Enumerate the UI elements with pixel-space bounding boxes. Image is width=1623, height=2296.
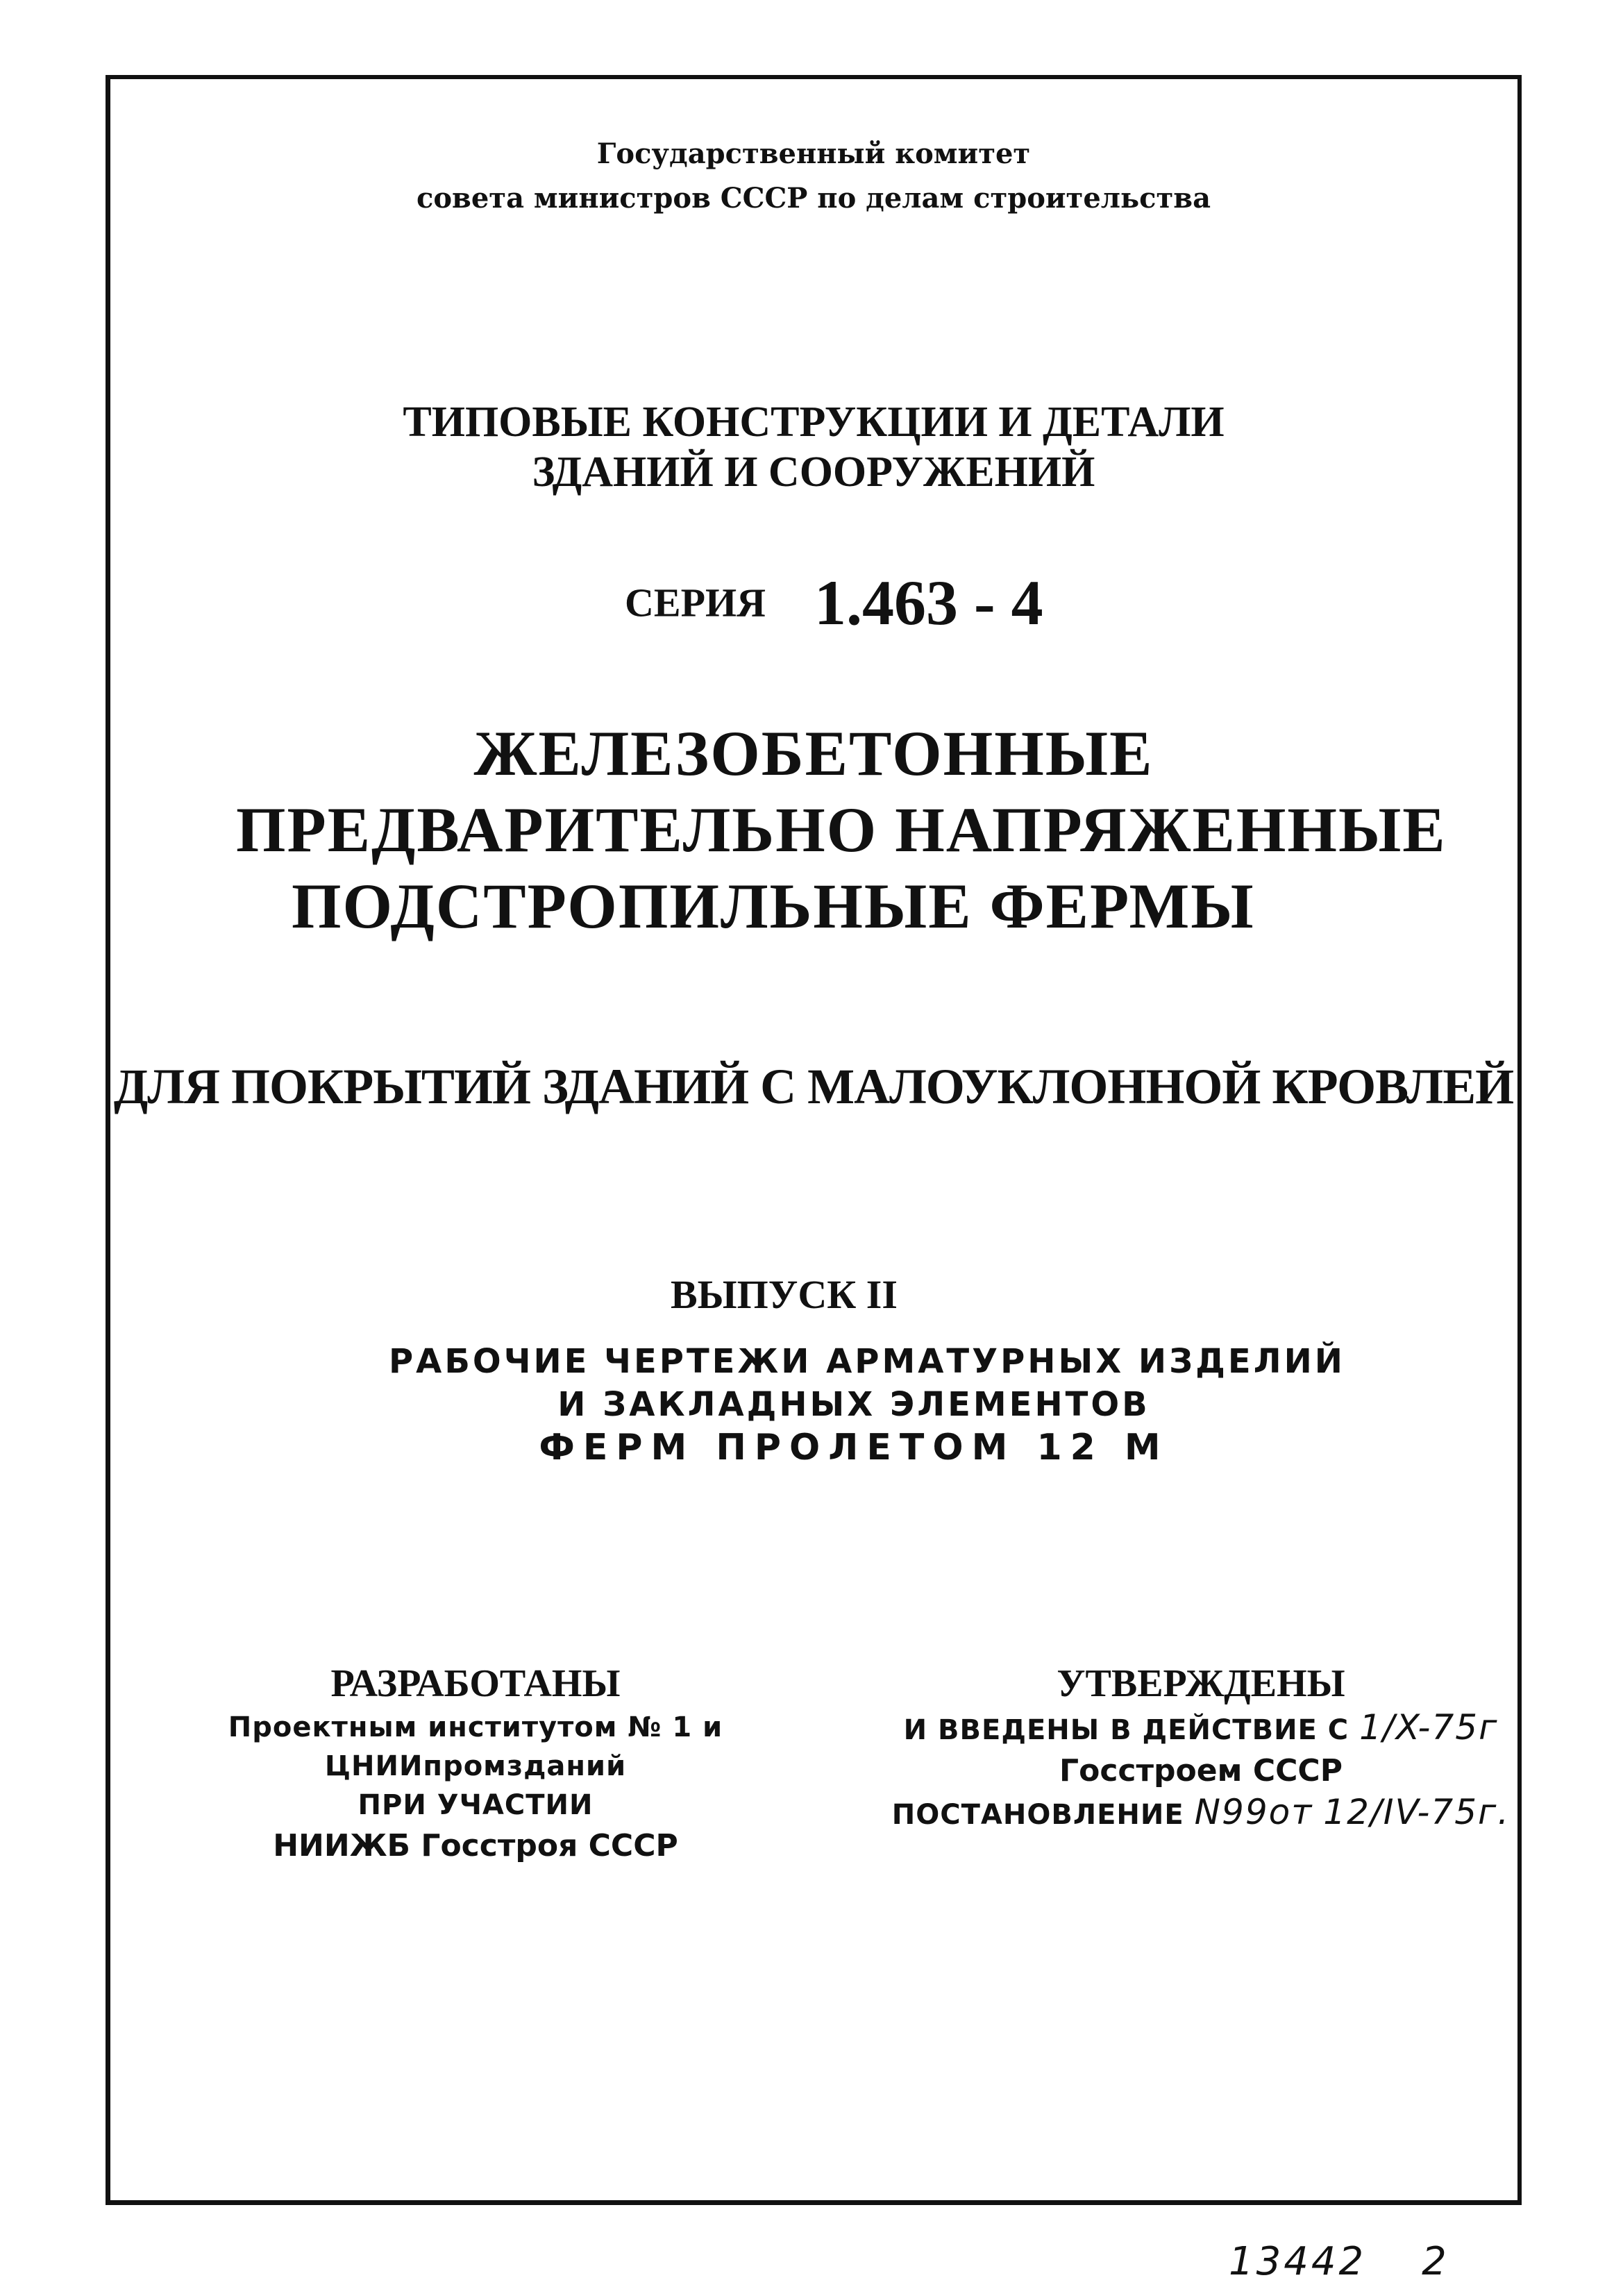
issue-description-line-3: ФЕРМ ПРОЛЕТОМ 12 М <box>539 1427 1169 1468</box>
page-border <box>106 75 1522 2205</box>
document-title-line-1: ЖЕЛЕЗОБЕТОННЫЕ <box>473 718 1154 789</box>
archive-code: 13442 <box>1229 2239 1367 2284</box>
resolution-date: 12/IV-75г. <box>1323 1792 1511 1832</box>
approved-by-block <box>889 1659 1513 1834</box>
developed-line-1: Проектным институтом № 1 и <box>228 1711 723 1743</box>
collection-line-2: ЗДАНИЙ И СООРУЖЕНИЙ <box>532 449 1095 496</box>
resolution-from: от <box>1268 1792 1313 1832</box>
agency-line-2: совета министров СССР по делам строительства <box>417 182 1211 215</box>
approved-effective-text: И ВВЕДЕНЫ В ДЕЙСТВИЕ С <box>903 1714 1349 1746</box>
document-title-line-3: ПОДСТРОПИЛЬНЫЕ ФЕРМЫ <box>292 871 1255 941</box>
collection-title <box>106 397 1522 497</box>
collection-line-1: ТИПОВЫЕ КОНСТРУКЦИИ И ДЕТАЛИ <box>403 399 1225 446</box>
issue-description-line-2: И ЗАКЛАДНЫХ ЭЛЕМЕНТОВ <box>557 1385 1150 1424</box>
approved-line-2: Госстроем СССР <box>1059 1753 1343 1788</box>
series-number: 1.463 - 4 <box>814 567 1043 638</box>
issue-label: ВЫПУСК II <box>671 1272 898 1317</box>
developed-by-block <box>208 1659 743 1868</box>
issue-description-line-1: РАБОЧИЕ ЧЕРТЕЖИ АРМАТУРНЫХ ИЗДЕЛИЙ <box>389 1342 1345 1381</box>
agency-line-1: Государственный комитет <box>596 137 1031 170</box>
document-subtitle: ДЛЯ ПОКРЫТИЙ ЗДАНИЙ С МАЛОУКЛОННОЙ КРОВЛЕЙ <box>113 1059 1514 1114</box>
resolution-label: ПОСТАНОВЛЕНИЕ <box>891 1799 1184 1831</box>
archive-footer <box>1229 2239 1449 2284</box>
approved-heading: УТВЕРЖДЕНЫ <box>1057 1662 1345 1705</box>
approved-line-3 <box>889 1793 1513 1834</box>
series-designation <box>625 566 1043 639</box>
developed-heading: РАЗРАБОТАНЫ <box>330 1662 621 1705</box>
developed-line-3: ПРИ УЧАСТИИ <box>358 1789 594 1821</box>
issuing-agency <box>106 132 1522 221</box>
issue-description <box>389 1340 1345 1469</box>
approved-effective-date: 1/X-75г <box>1359 1707 1499 1748</box>
page-number: 2 <box>1422 2239 1449 2284</box>
resolution-number: N99 <box>1194 1792 1269 1832</box>
series-label: СЕРИЯ <box>625 580 766 626</box>
document-title-line-2: ПРЕДВАРИТЕЛЬНО НАПРЯЖЕННЫЕ <box>236 794 1447 865</box>
developed-line-2: ЦНИИпромзданий <box>324 1750 627 1782</box>
developed-line-4: НИИЖБ Госстроя СССР <box>273 1828 678 1863</box>
approved-line-1 <box>889 1708 1513 1750</box>
